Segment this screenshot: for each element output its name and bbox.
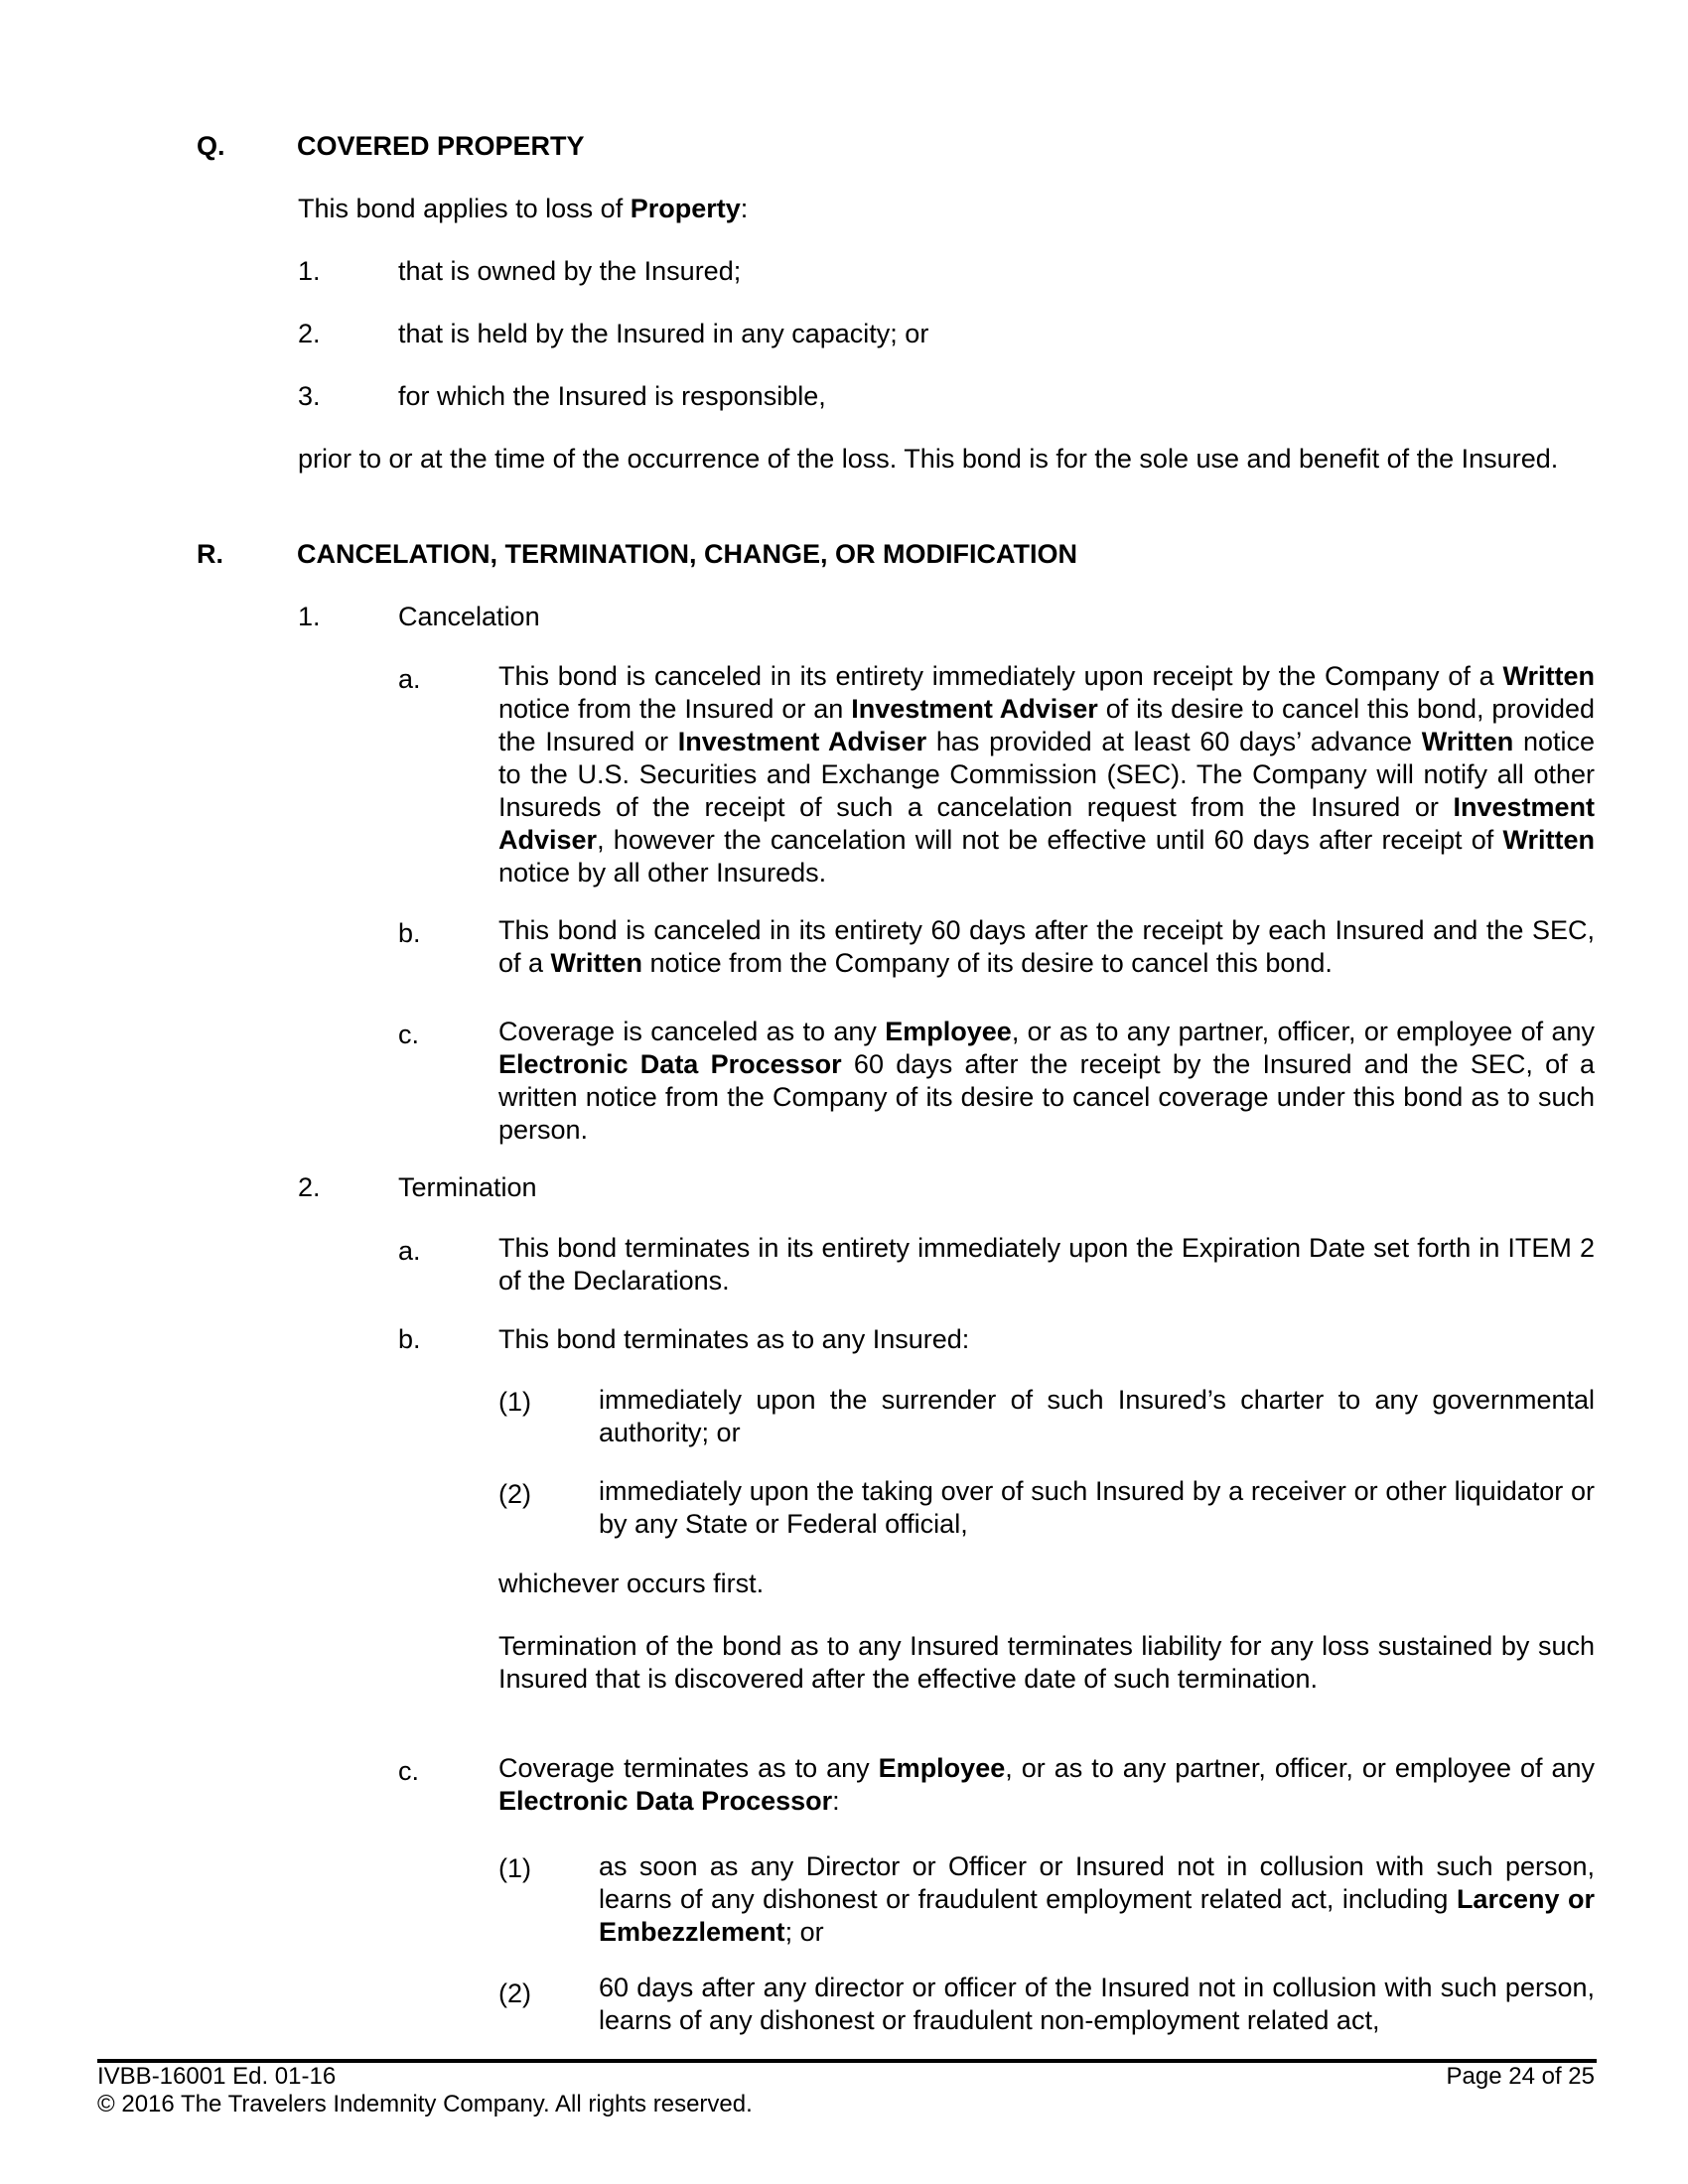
section-q-closing: prior to or at the time of the occurrence of the loss. This bond is for the sole use and benefit of the Insured. — [298, 444, 1559, 474]
list-number: 1. — [298, 256, 321, 286]
subsection-heading: Termination — [398, 1172, 537, 1202]
subclause-number: (2) — [498, 1979, 531, 2008]
clause-text: whichever occurs first. — [498, 1569, 765, 1598]
subsection-number: 1. — [298, 602, 321, 631]
subsection-heading: Cancelation — [398, 602, 540, 631]
section-q-intro: This bond applies to loss of Property: — [298, 194, 749, 223]
clause-label: b. — [398, 918, 421, 948]
list-number: 3. — [298, 381, 321, 411]
clause-label: c. — [398, 1756, 420, 1786]
subclause-text: immediately upon the surrender of such Insured’s charter to any governmental authority; or — [599, 1385, 1595, 1447]
clause-text: This bond is canceled in its entirety 60 days after the receipt by each Insured and the SEC, of a Written notice from the Company of its desire to cancel this bond. — [498, 915, 1595, 978]
subclause-number: (2) — [498, 1479, 531, 1509]
clause-text: Termination of the bond as to any Insured terminates liability for any loss sustained by such Insured that is discovered after the effective date of such termination. — [498, 1631, 1595, 1694]
clause-text: Coverage terminates as to any Employee, or as to any partner, officer, or employee of any Electronic Data Processor: — [498, 1753, 1595, 1816]
subclause-text: immediately upon the taking over of such Insured by a receiver or other liquidator or by any State or Federal official, — [599, 1476, 1595, 1539]
subclause-text: 60 days after any director or officer of the Insured not in collusion with such person, learns of any dishonest or fraudulent non-employment related act, — [599, 1973, 1595, 2035]
clause-text: This bond terminates in its entirety immediately upon the Expiration Date set forth in ITEM 2 of the Declarations. — [498, 1233, 1595, 1296]
copyright-notice: © 2016 The Travelers Indemnity Company. All rights reserved. — [97, 2091, 753, 2117]
subsection-number: 2. — [298, 1172, 321, 1202]
section-letter: Q. — [197, 131, 225, 161]
section-letter: R. — [197, 539, 223, 569]
clause-label: a. — [398, 1236, 421, 1266]
subclause-number: (1) — [498, 1853, 531, 1883]
list-number: 2. — [298, 319, 321, 348]
section-title: COVERED PROPERTY — [297, 131, 585, 161]
clause-text: This bond is canceled in its entirety immediately upon receipt by the Company of a Written notice from the Insured or an Investment Adviser of its desire to cancel this bond, provided the Insured or Investment Adviser has provided at least 60 days’ advance Written notice to the U.S. Securities and Exchange Commission (SEC). The Company will notify all other Insureds of the receipt of such a cancelation request from the Insured or Investment Adviser, however the cancelation will not be effective until 60 days after receipt of Written notice by all other Insureds. — [498, 661, 1596, 887]
section-title: CANCELATION, TERMINATION, CHANGE, OR MODIFICATION — [297, 539, 1077, 569]
form-id: IVBB-16001 Ed. 01-16 — [97, 2063, 337, 2090]
subclause-text: as soon as any Director or Officer or Insured not in collusion with such person, learns of any dishonest or fraudulent employment related act, including Larceny or Embezzlement; or — [599, 1851, 1595, 1947]
list-text: for which the Insured is responsible, — [398, 381, 826, 411]
clause-text: Coverage is canceled as to any Employee, or as to any partner, officer, or employee of any Electronic Data Processor 60 days after the receipt by the Insured and the SEC, of a written notice from the Company of its desire to cancel coverage under this bond as to such person. — [498, 1017, 1595, 1145]
list-text: that is owned by the Insured; — [398, 256, 742, 286]
clause-label: c. — [398, 1020, 420, 1049]
clause-label: b. — [398, 1324, 421, 1354]
page-number: Page 24 of 25 — [1446, 2063, 1595, 2090]
list-text: that is held by the Insured in any capacity; or — [398, 319, 929, 348]
clause-label: a. — [398, 664, 421, 694]
clause-text: This bond terminates as to any Insured: — [498, 1324, 970, 1354]
subclause-number: (1) — [498, 1387, 531, 1417]
